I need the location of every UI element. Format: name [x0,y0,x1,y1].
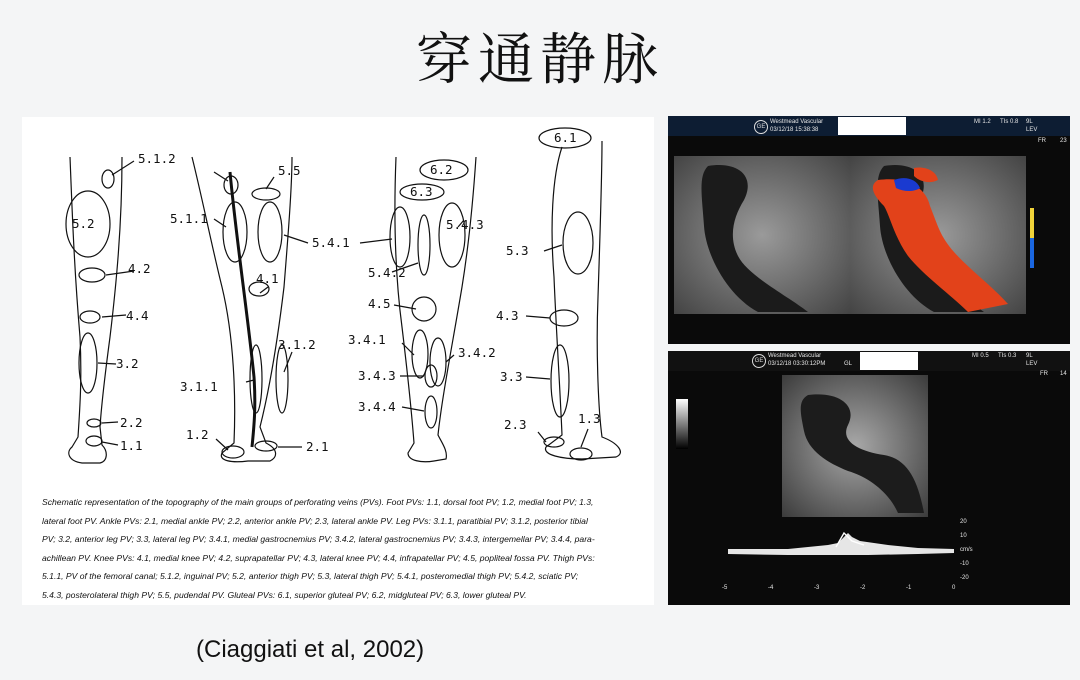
label-3.3: 3.3 [500,369,523,384]
label-3.4.4: 3.4.4 [358,399,396,414]
pv-3.1.2-marker [276,345,288,413]
label-2.1: 2.1 [306,439,329,454]
leg-diagrams [22,117,654,487]
label-2.3: 2.3 [504,417,527,432]
pv-5.4.3-marker [439,203,465,267]
label-3.4.2: 3.4.2 [458,345,496,360]
label-2.2: 2.2 [120,415,143,430]
time-0: 0 [952,585,956,591]
pv-4.3-marker [550,310,578,326]
pv-5.5-marker [252,188,280,200]
scale-unit: cm/s [960,547,973,553]
pv-3.2-marker [79,333,97,393]
scale-10: 10 [960,533,967,539]
label-5.4.3: 5.4.3 [446,217,484,232]
us-top-mi: MI 1.2 [974,119,991,125]
us-top-tis: TIs 0.8 [1000,119,1019,125]
scale-minus-10: -10 [960,561,969,567]
label-5.2: 5.2 [72,216,95,231]
label-4.1: 4.1 [256,271,279,286]
time-minus-3: -3 [814,585,820,591]
scale-minus-20: -20 [960,575,969,581]
citation: (Ciaggiati et al, 2002) [196,636,425,663]
pv-1.1-marker [86,436,102,446]
label-4.3: 4.3 [496,308,519,323]
pv-5.4.1-leg3-marker [390,207,410,267]
us-bottom-probe: 9L [1026,353,1033,359]
leg-labels [72,130,601,454]
pv-1.3-marker [570,448,592,460]
pv-5.1.2-marker [102,170,114,188]
leg1-outline [69,157,122,463]
leg2-saphenous-vein [230,172,255,447]
redacted-box [838,117,906,135]
caption-line: 5.4.3, posterolateral thigh PV; 5.5, pudendal PV. Gluteal PVs: 6.1, superior gluteal PV; 6.2, midgluteal PV; 6.3, lower gluteal PV. [42,589,527,600]
time-minus-2: -2 [860,585,866,591]
us-bottom-fr-value: 14 [1060,371,1067,377]
label-3.4.3: 3.4.3 [358,368,396,383]
pv-5.4.1-marker [258,202,282,262]
time-minus-4: -4 [768,585,774,591]
pv-5.3-marker [563,212,593,274]
label-1.3: 1.3 [578,411,601,426]
label-5.1.1: 5.1.1 [170,211,208,226]
pv-4.2-marker [79,268,105,282]
pv-2.3-marker [544,437,564,447]
us-top-fr: FR [1038,138,1046,144]
caption-line: 5.1.1, PV of the femoral canal; 5.1.2, inguinal PV; 5.2, anterior thigh PV; 5.3, lateral thigh PV; 5.4.1, posteromedial thigh PV; 5.4.2, sciatic PV; [42,571,579,582]
ge-logo-icon: GE [752,354,766,368]
ultrasound-color-doppler [668,116,1070,344]
pv-5.4.2-marker [418,215,430,275]
caption-line: PV; 3.2, anterior leg PV; 3.3, lateral leg PV; 3.4.1, medial gastrocnemius PV; 3.4.2, lateral gastrocnemius PV; 3.4.3, intergemellar PV; 3.4.4, para- [42,534,595,545]
label-3.2: 3.2 [116,356,139,371]
label-1.2: 1.2 [186,427,209,442]
pv-3.4.4-marker [425,396,437,428]
us-top-date: 03/12/18 15:38:38 [770,127,819,133]
us-top-probe: 9L [1026,119,1033,125]
label-6.3: 6.3 [410,184,433,199]
us-bottom-preset: LEV [1026,361,1038,367]
us-bottom-mi: MI 0.5 [972,353,989,359]
label-4.5: 4.5 [368,296,391,311]
us-top-preset: LEV [1026,127,1038,133]
caption-line: lateral foot PV. Ankle PVs: 2.1, medial ankle PV; 2.2, anterior ankle PV; 2.3, lateral ankle PV. Leg PVs: 3.1.1, paratibial PV; 3.1.2, posterior tibial [42,515,588,526]
label-3.1.1: 3.1.1 [180,379,218,394]
us-bottom-gl: GL [844,361,853,367]
time-minus-5: -5 [722,585,728,591]
time-minus-1: -1 [906,585,912,591]
label-6.1: 6.1 [554,130,577,145]
us-bottom-name: Westmead Vascular [768,353,822,359]
ultrasound-spectral-doppler [668,351,1070,605]
us-bottom-tis: TIs 0.3 [998,353,1017,359]
label-4.2: 4.2 [128,261,151,276]
scale-20: 20 [960,519,967,525]
us-top-fr-value: 23 [1060,138,1067,144]
pv-3.3-marker [551,345,569,417]
pv-2.2-marker [87,419,101,427]
ultrasound-top-image [668,136,1070,344]
pv-4.4-marker [80,311,100,323]
label-5.5: 5.5 [278,163,301,178]
pv-3.4.2-marker [430,338,446,386]
label-4.4: 4.4 [126,308,149,323]
slide-title: 穿通静脉 [416,28,664,93]
label-5.4.1: 5.4.1 [312,235,350,250]
label-5.4.2: 5.4.2 [368,265,406,280]
label-5.1.2: 5.1.2 [138,151,176,166]
label-1.1: 1.1 [120,438,143,453]
leg2-outline [192,157,292,462]
us-top-name: Westmead Vascular [770,119,824,125]
ultrasound-bottom-image [668,351,1070,605]
caption-line: Schematic representation of the topography of the main groups of perforating veins (PVs). Foot PVs: 1.1, dorsal foot PV; 1.2, medial foot PV; 1.3, [42,497,594,507]
caption-line: achillean PV. Knee PVs: 4.1, medial knee PV; 4.2, suprapatellar PV; 4.3, lateral knee PV; 4.4, infrapatellar PV; 4.5, popliteal fossa PV. Thigh PVs: [42,552,595,563]
label-3.1.2: 3.1.2 [278,337,316,352]
label-3.4.1: 3.4.1 [348,332,386,347]
perforating-veins-figure [22,117,654,605]
label-5.3: 5.3 [506,243,529,258]
us-bottom-fr: FR [1040,371,1048,377]
us-bottom-date: 03/12/18 03:30:12PM [768,361,826,367]
label-6.2: 6.2 [430,162,453,177]
ge-logo-icon: GE [754,120,768,134]
figure-caption [42,493,642,605]
